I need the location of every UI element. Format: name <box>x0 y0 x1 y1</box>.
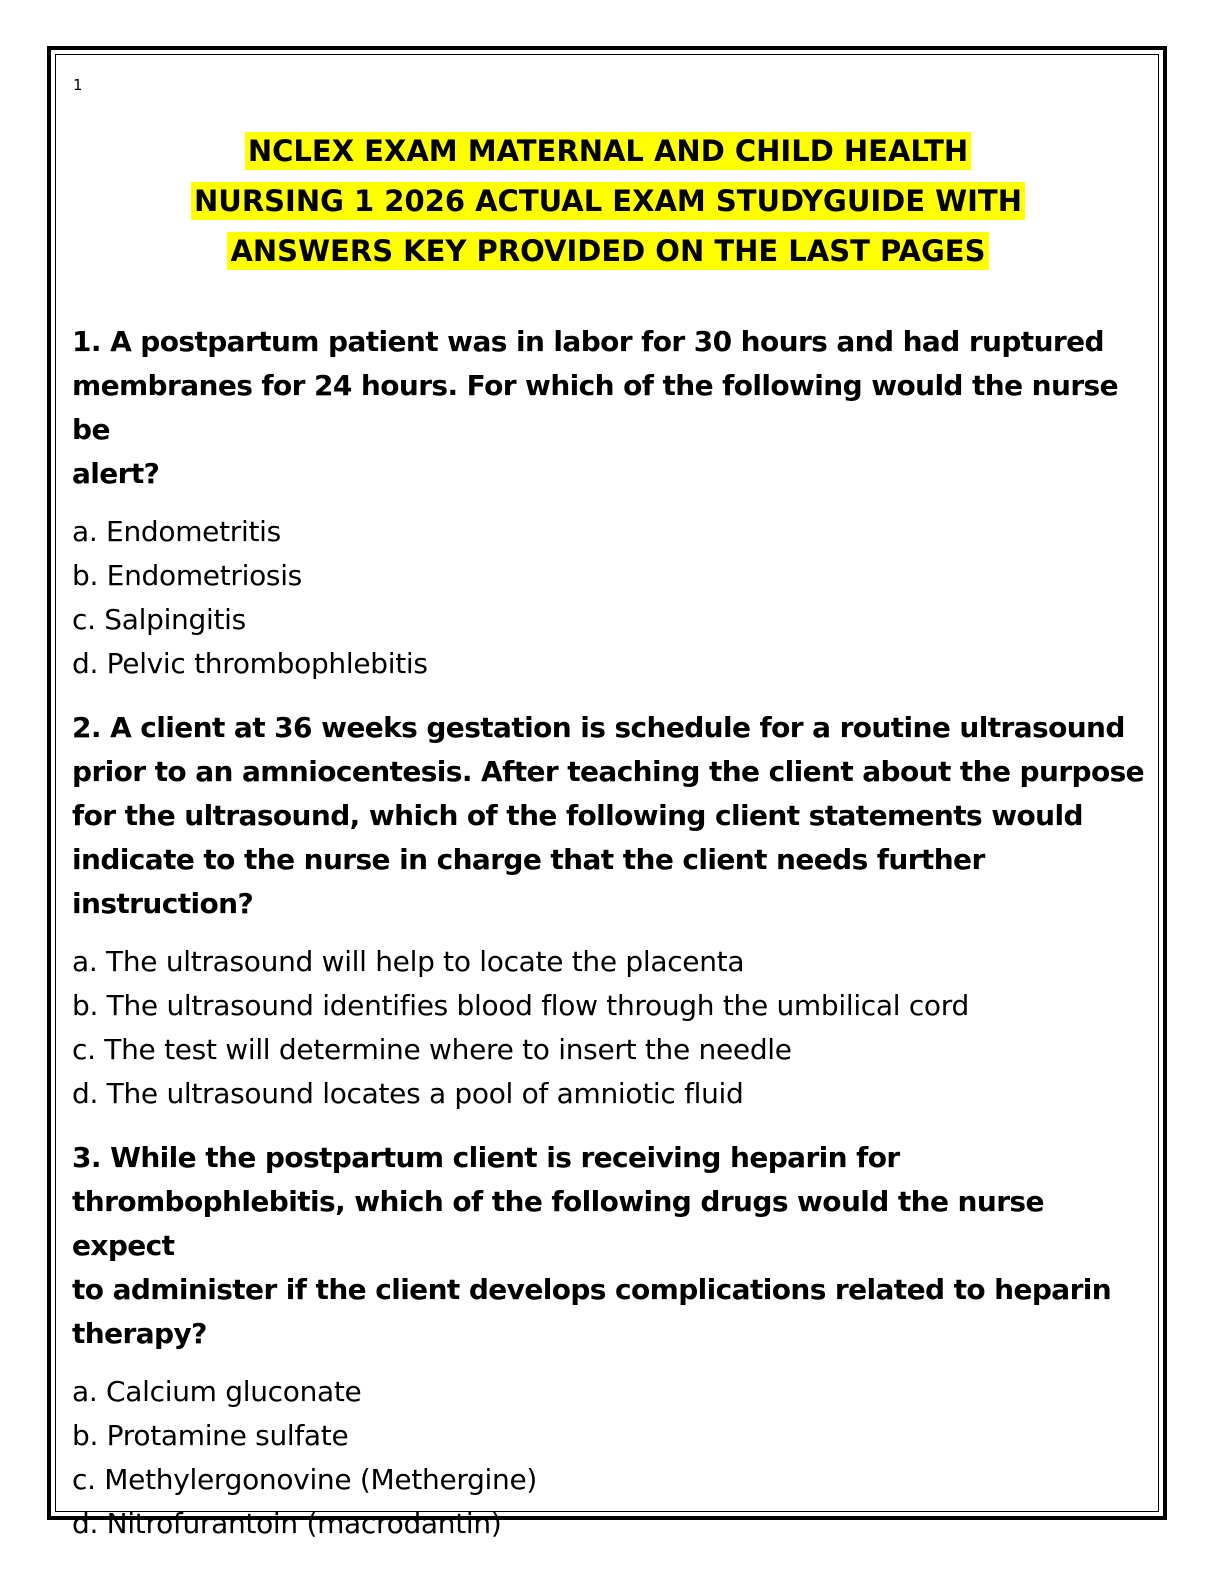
answer-option: c. Methylergonovine (Methergine) <box>72 1463 538 1496</box>
answer-option: d. The ultrasound locates a pool of amniotic fluid <box>72 1077 744 1110</box>
question-list <box>72 320 1152 1566</box>
question-line: alert? <box>72 457 160 490</box>
title-line <box>72 226 1144 276</box>
title-line-text: NURSING 1 2026 ACTUAL EXAM STUDYGUIDE WITH <box>191 182 1025 220</box>
answer-options <box>72 510 1152 686</box>
question-line: 1. A postpartum patient was in labor for 30 hours and had ruptured <box>72 325 1104 358</box>
question-line: 3. While the postpartum client is receiving heparin for <box>72 1141 900 1174</box>
question-block <box>72 320 1152 686</box>
question-line: prior to an amniocentesis. After teaching the client about the purpose <box>72 755 1145 788</box>
answer-option: d. Pelvic thrombophlebitis <box>72 647 428 680</box>
question-block <box>72 1136 1152 1546</box>
title-line-text: ANSWERS KEY PROVIDED ON THE LAST PAGES <box>227 232 988 270</box>
title-line-text: NCLEX EXAM MATERNAL AND CHILD HEALTH <box>245 132 971 170</box>
answer-options <box>72 1370 1152 1546</box>
question-stem <box>72 706 1152 926</box>
question-line: for the ultrasound, which of the following client statements would <box>72 799 1083 832</box>
question-line: 2. A client at 36 weeks gestation is schedule for a routine ultrasound <box>72 711 1125 744</box>
answer-options <box>72 940 1152 1116</box>
answer-option: c. The test will determine where to insert the needle <box>72 1033 792 1066</box>
answer-option: b. Protamine sulfate <box>72 1419 349 1452</box>
answer-option: c. Salpingitis <box>72 603 246 636</box>
answer-option: a. The ultrasound will help to locate the placenta <box>72 945 745 978</box>
question-line: membranes for 24 hours. For which of the following would the nurse be <box>72 369 1119 446</box>
answer-option: b. The ultrasound identifies blood flow through the umbilical cord <box>72 989 969 1022</box>
title-line <box>72 176 1144 226</box>
question-line: therapy? <box>72 1317 207 1350</box>
question-stem <box>72 1136 1152 1356</box>
question-line: to administer if the client develops complications related to heparin <box>72 1273 1112 1306</box>
title-line <box>72 126 1144 176</box>
answer-option: d. Nitrofurantoin (macrodantin) <box>72 1507 502 1540</box>
question-line: thrombophlebitis, which of the following drugs would the nurse expect <box>72 1185 1044 1262</box>
answer-option: b. Endometriosis <box>72 559 302 592</box>
question-block <box>72 706 1152 1116</box>
document-title <box>72 126 1144 276</box>
question-stem <box>72 320 1152 496</box>
answer-option: a. Calcium gluconate <box>72 1375 362 1408</box>
answer-option: a. Endometritis <box>72 515 281 548</box>
page-number: 1 <box>73 76 83 94</box>
question-line: indicate to the nurse in charge that the client needs further instruction? <box>72 843 985 920</box>
